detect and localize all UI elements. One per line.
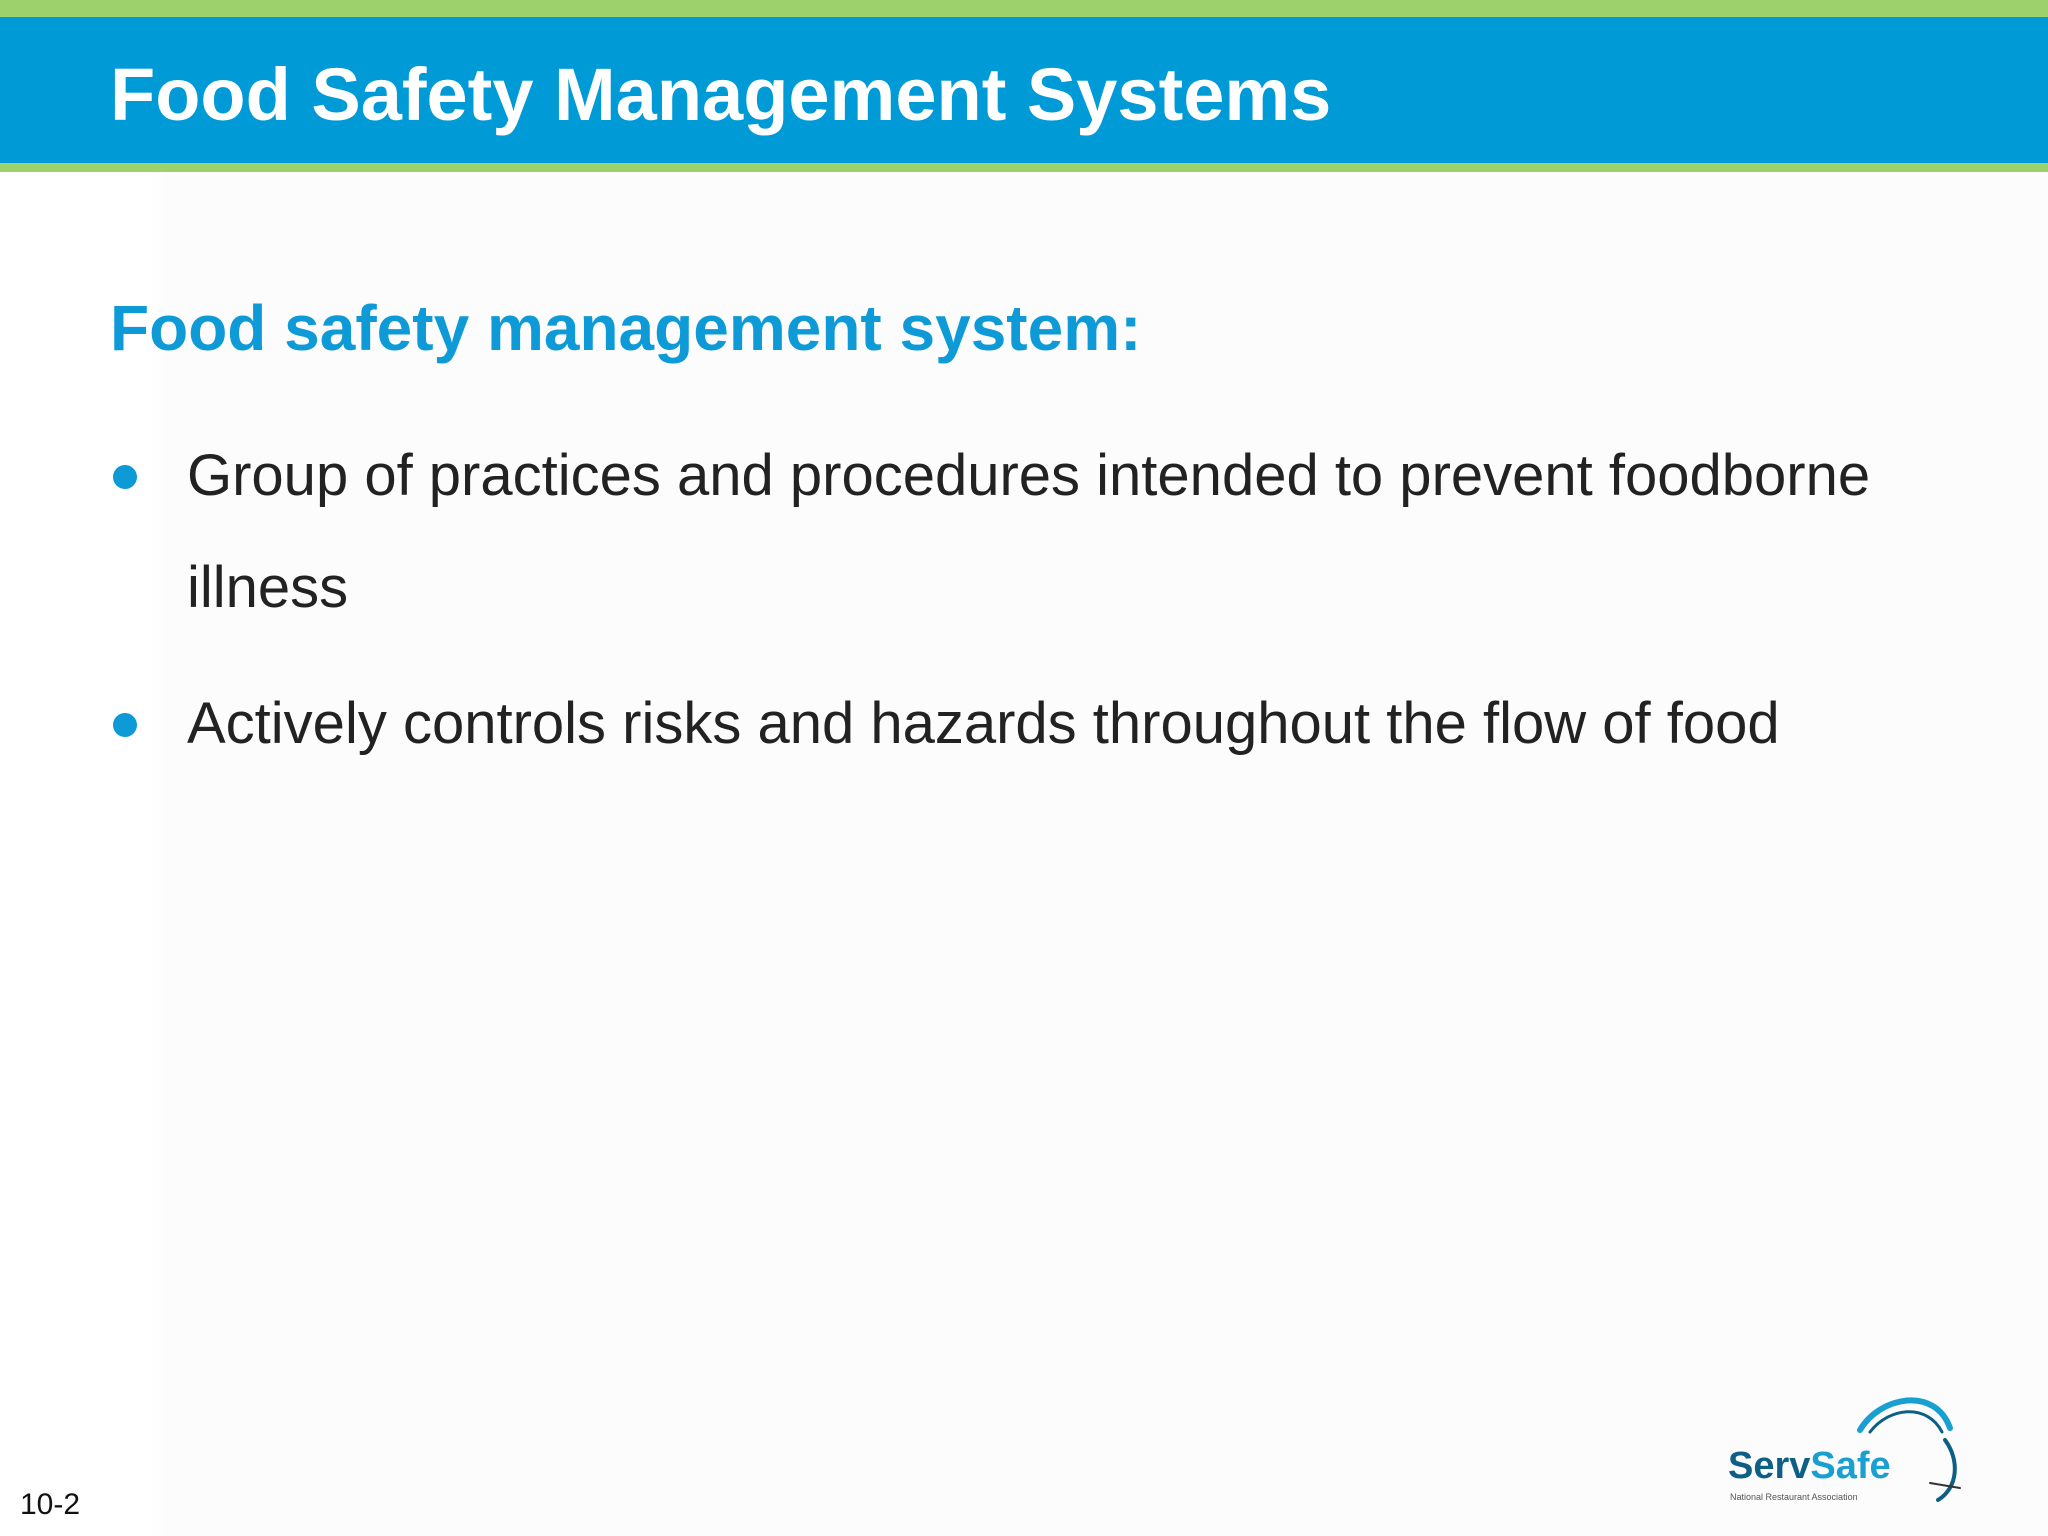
logo-wordmark-safe: Safe — [1810, 1445, 1891, 1487]
logo-wordmark — [1728, 1444, 1891, 1488]
slide-subheading: Food safety management system: — [110, 292, 1142, 364]
bullet-item — [110, 668, 1990, 780]
logo-tagline: National Restaurant Association — [1730, 1492, 1858, 1502]
logo-wordmark-serv: Serv — [1728, 1445, 1811, 1487]
header-top-stripe — [0, 0, 2048, 17]
slide-number: 10-2 — [20, 1488, 81, 1521]
header-bottom-stripe — [0, 163, 2048, 172]
bullet-list — [110, 420, 1990, 804]
slide-title: Food Safety Management Systems — [110, 53, 1332, 136]
bullet-dot-icon — [113, 465, 137, 489]
bullet-dot-icon — [113, 713, 137, 737]
servsafe-logo — [1720, 1388, 1980, 1518]
bullet-text: Group of practices and procedures intended to prevent foodborne illness — [187, 443, 1871, 620]
bullet-item — [110, 420, 1990, 644]
bullet-text: Actively controls risks and hazards throughout the flow of food — [187, 691, 1780, 756]
